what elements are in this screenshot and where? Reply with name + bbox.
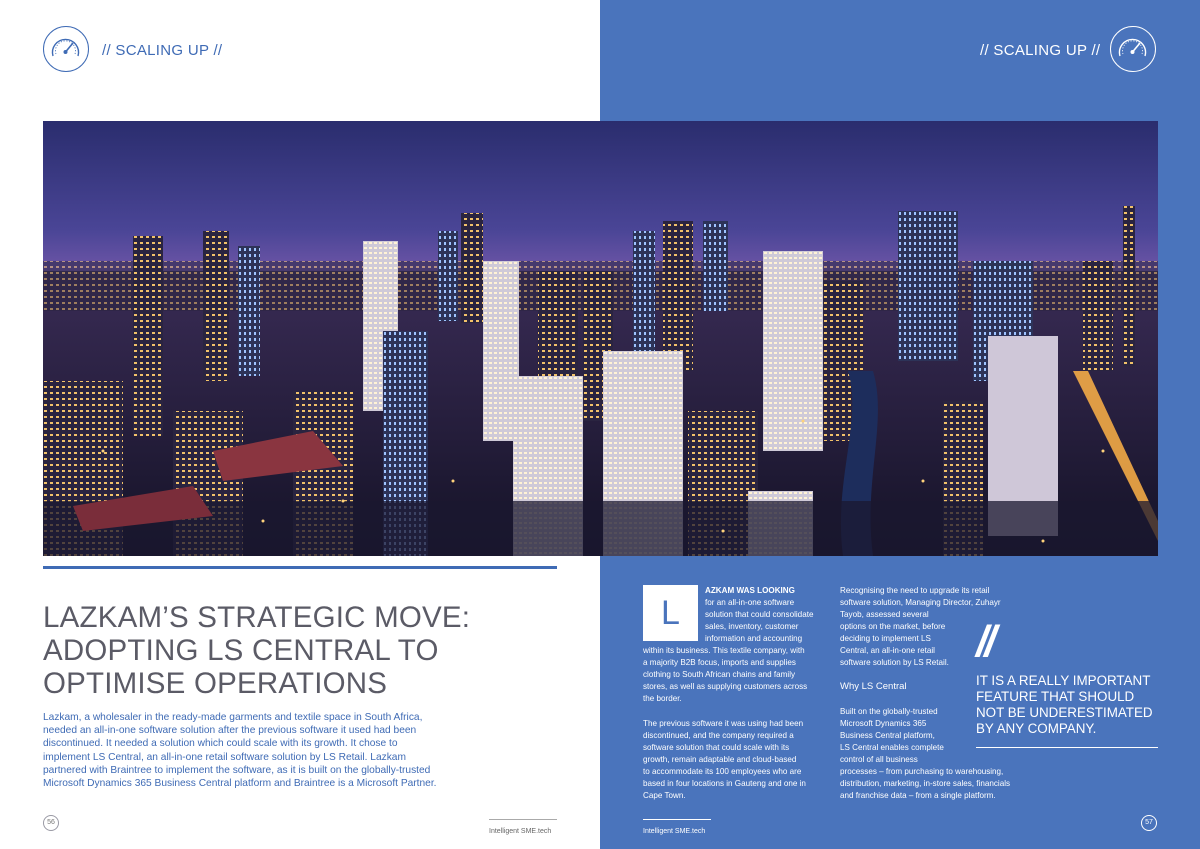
body-line: processes – from purchasing to warehousing, (840, 767, 1004, 776)
body-line: Tayob, assessed several (840, 610, 929, 619)
body-line: Cape Town. (643, 791, 686, 800)
body-line: distribution, marketing, in-store sales, financials (840, 779, 1011, 788)
lead-in: AZKAM WAS LOOKING (705, 586, 795, 595)
body-line: software solution, Managing Director, Zuhayr (840, 598, 1001, 607)
body-line: discontinued, and the company required a (643, 731, 794, 740)
body-line: Central, an all-in-one retail (840, 646, 935, 655)
pull-quote (976, 673, 1166, 737)
body-line: control of all business (840, 755, 918, 764)
footer-publication: Intelligent SME.tech (489, 828, 552, 835)
body-line: and franchise data – from a single platform. (840, 791, 996, 800)
headline-line: ADOPTING LS CENTRAL TO (43, 634, 439, 667)
body-line: to accommodate its 100 employees who are (643, 767, 802, 776)
subhead-why-ls-central: Why LS Central (840, 681, 907, 692)
page-number: 57 (1141, 815, 1157, 831)
city-skyline-photo (43, 121, 1158, 556)
body-line: Recognising the need to upgrade its retail (840, 586, 990, 595)
body-line: a majority B2B focus, imports and supplies (643, 658, 796, 667)
headline-line: OPTIMISE OPERATIONS (43, 667, 388, 700)
body-line: solution that could consolidate (705, 610, 814, 619)
column-1-top (705, 585, 813, 645)
pull-quote-line: FEATURE THAT SHOULD (976, 689, 1135, 704)
pull-quote-line: BY ANY COMPANY. (976, 721, 1097, 736)
column-1-bottom (643, 718, 806, 802)
body-line: The previous software it was using had been (643, 719, 804, 728)
headline-rule (43, 566, 557, 569)
speedometer-icon (43, 26, 89, 72)
body-line: within its business. This textile company, with (643, 646, 805, 655)
footer-rule (489, 819, 557, 820)
body-line: growth, remain adaptable and cloud-based (643, 755, 797, 764)
section-label: // SCALING UP // (102, 42, 223, 59)
body-line: information and accounting (705, 634, 803, 643)
pull-quote-rule (976, 747, 1158, 748)
body-line: software solution by LS Retail. (840, 658, 949, 667)
body-line: for an all-in-one software (705, 598, 795, 607)
body-line: software solution that could scale with its (643, 743, 790, 752)
body-line: LS Central enables complete (840, 743, 944, 752)
footer-rule (643, 819, 711, 820)
intro-paragraph: Lazkam, a wholesaler in the ready-made garments and textile space in South Africa, needed an all-in-one software solution after the previous software it used had been discontinued. It needed a solution which could scale with its growth. It chose to implement LS Central, an all-in-one retail software solution by LS Retail. Lazkam partnered with Braintree to implement the software, as it is built on the globally-trusted Microsoft Dynamics 365 Business Central platform and Braintree is a Microsoft Partner. (43, 712, 437, 790)
body-line: Built on the globally-trusted (840, 707, 938, 716)
body-line: Microsoft Dynamics 365 (840, 719, 927, 728)
headline-line: LAZKAM’S STRATEGIC MOVE: (43, 601, 471, 634)
body-line: stores, as well as supplying customers across (643, 682, 808, 691)
body-line: Business Central platform, (840, 731, 935, 740)
footer-publication: Intelligent SME.tech (643, 828, 706, 835)
body-line: clothing to South African chains and family (643, 670, 796, 679)
body-line: deciding to implement LS (840, 634, 931, 643)
body-line: options on the market, before (840, 622, 946, 631)
dropcap: L (643, 585, 698, 641)
body-line: sales, inventory, customer (705, 622, 799, 631)
column-1-middle (643, 645, 807, 705)
page-number: 56 (43, 815, 59, 831)
quote-marks: // (976, 617, 993, 666)
section-label: // SCALING UP // (980, 42, 1101, 59)
headline (43, 601, 563, 700)
body-line: the border. (643, 694, 682, 703)
body-line: based in four locations in Gauteng and one in (643, 779, 806, 788)
speedometer-icon (1110, 26, 1156, 72)
pull-quote-line: NOT BE UNDERESTIMATED (976, 705, 1153, 720)
pull-quote-line: IT IS A REALLY IMPORTANT (976, 673, 1151, 688)
